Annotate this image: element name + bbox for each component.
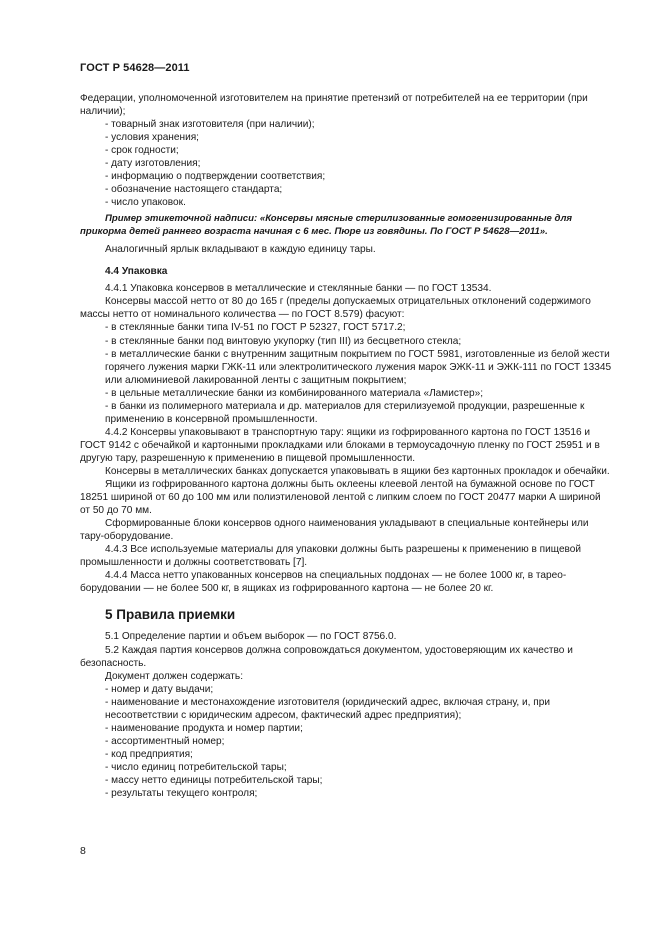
list-item: - в банки из полимерного материала и др. материалов для стерилизуемой продукции, разрешенные к применению в консервной промышленности. <box>105 400 585 425</box>
list-item: - обозначение настоящего стандарта; <box>105 184 283 196</box>
list-item: - число единиц потребительской тары; <box>105 761 287 773</box>
paragraph: 4.4.3 Все используемые материалы для упаковки должны быть разрешены к применению в пищевой промышленности и должны соответствовать [7]. <box>80 544 582 569</box>
paragraph: Ящики из гофрированного картона должны быть оклеены клеевой лентой на бумажной основе по ГОСТ 18251 шириной от 60 до 100 мм или полиэтиленовой лентой с липким слоем по ГОСТ 20477 марки А шириной от 50 до 70 мм. <box>80 479 601 517</box>
list-item: - срок годности; <box>105 145 179 157</box>
paragraph: 4.4.2 Консервы упаковывают в транспортную тару: ящики из гофрированного картона по ГОСТ 13516 и ГОСТ 9142 с обечайкой и картонными прокладками или блоками в термоусадочную пленку по ГОСТ 25951 и в другую тару, разрешенную к применению в пищевой промышленности. <box>80 426 600 464</box>
page-content <box>80 92 612 800</box>
list-item: - условия хранения; <box>105 132 199 144</box>
list-item: - число упаковок. <box>105 197 186 209</box>
paragraph: Сформированные блоки консервов одного наименования укладывают в специальные контейнеры или тару-оборудование. <box>80 518 589 543</box>
subsection-heading-packaging: 4.4 Упаковка <box>105 266 168 278</box>
list-item: - ассортиментный номер; <box>105 735 225 747</box>
page-number: 8 <box>80 845 86 857</box>
list-item: - код предприятия; <box>105 748 193 760</box>
paragraph: Документ должен содержать: <box>105 670 243 682</box>
paragraph: Консервы массой нетто от 80 до 165 г (пределы допускаемых отрицательных отклонений содержимого массы нетто от номинального количества — по ГОСТ 8.579) фасуют: <box>80 296 591 321</box>
list-item: - товарный знак изготовителя (при наличии); <box>105 119 315 131</box>
list-item: - информацию о подтверждении соответствия; <box>105 171 326 183</box>
paragraph: 5.2 Каждая партия консервов должна сопровождаться документом, удостоверяющим их качество и безопасность. <box>80 644 573 669</box>
paragraph: 4.4.1 Упаковка консервов в металлические и стеклянные банки — по ГОСТ 13534. <box>105 283 492 295</box>
paragraph: Консервы в металлических банках допускается упаковывать в ящики без картонных прокладок и обечайки. <box>105 465 610 477</box>
list-item: - наименование и местонахождение изготовителя (юридический адрес, включая страну, и, при несоответствии с юридическим адресом, фактический адрес предприятия); <box>105 696 550 721</box>
list-item: - наименование продукта и номер партии; <box>105 722 303 734</box>
paragraph: Федерации, уполномоченной изготовителем на принятие претензий от потребителей на ее территории (при наличии); <box>80 93 588 118</box>
list-item: - дату изготовления; <box>105 158 201 170</box>
paragraph: 5.1 Определение партии и объем выборок — по ГОСТ 8756.0. <box>105 631 397 643</box>
list-item: - в стеклянные банки под винтовую укупорку (тип III) из бесцветного стекла; <box>105 335 462 347</box>
list-item: - номер и дату выдачи; <box>105 683 214 695</box>
section-heading-acceptance: 5 Правила приемки <box>105 607 236 623</box>
label-example: Пример этикеточной надписи: «Консервы мясные стерилизованные гомогенизированные для прикорма детей раннего возраста начиная с 6 мес. Пюре из говядины. По ГОСТ Р 54628—2011». <box>80 213 573 237</box>
list-item: - результаты текущего контроля; <box>105 788 258 800</box>
list-item: - в стеклянные банки типа IV-51 по ГОСТ Р 52327, ГОСТ 5717.2; <box>105 322 406 334</box>
list-item: - в металлические банки с внутренним защитным покрытием по ГОСТ 5981, изготовленные из белой жести горячего лужения марки ГЖК-11 или электролитического лужения марок ЭЖК-11 и ЭЖК-111 по ГОСТ 13345 или алюминиевой лакированной ленты с защитным покрытием; <box>105 348 612 386</box>
list-item: - в цельные металлические банки из комбинированного материала «Ламистер»; <box>105 387 484 399</box>
list-item: - массу нетто единицы потребительской тары; <box>105 774 323 786</box>
document-header: ГОСТ Р 54628—2011 <box>80 62 190 74</box>
paragraph: Аналогичный ярлык вкладывают в каждую единицу тары. <box>105 244 376 256</box>
paragraph: 4.4.4 Масса нетто упакованных консервов на специальных поддонах — не более 1000 кг, в тарео-борудовании — не более 500 кг, в ящиках из гофрированного картона — не более 20 кг. <box>80 570 567 595</box>
